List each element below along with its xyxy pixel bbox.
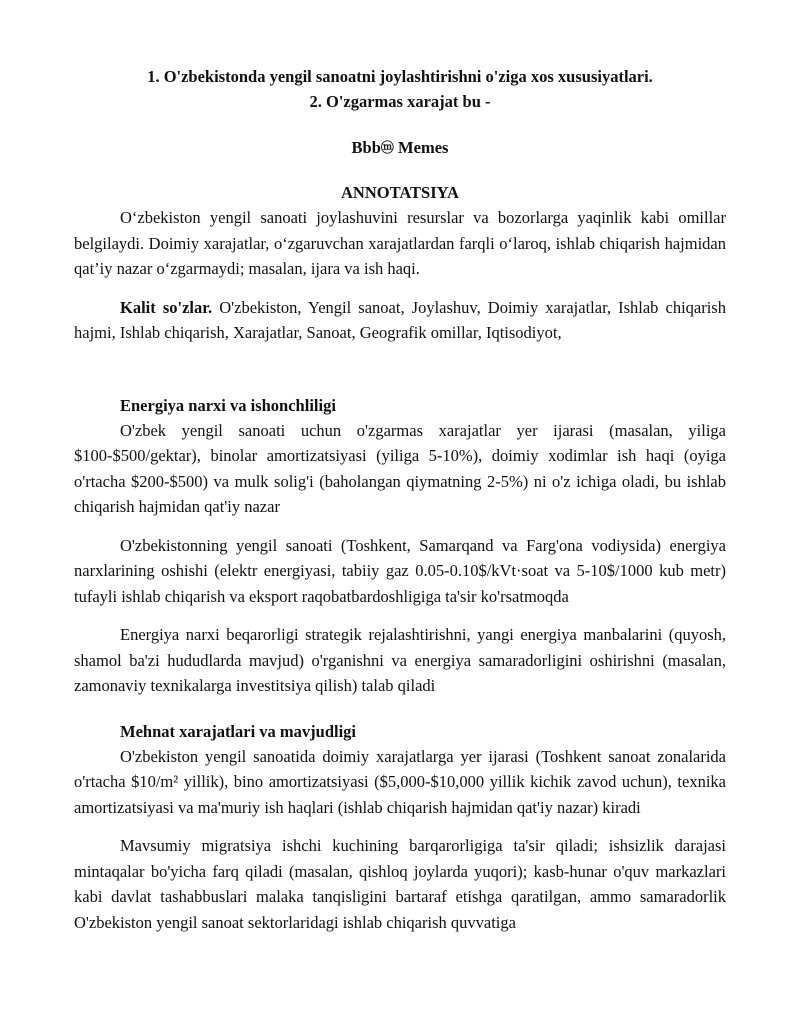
keywords-paragraph xyxy=(74,295,726,346)
brand-prefix: Bbb xyxy=(351,138,381,157)
keywords-label: Kalit so'zlar. xyxy=(120,297,213,317)
section-energy-paragraph-2: O'zbekistonning yengil sanoati (Toshkent, Samarqand va Farg'ona vodiysida) energiya narxlarining oshishi (elektr energiyasi, tabiiy gaz 0.05-0.10$/kVt·soat va 5-10$/1000 kub metr) tufayli ishlab chiqarish va eksport raqobatbardoshligiga ta'sir ko'rsatmoqda xyxy=(74,535,726,606)
document-title-line-1: 1. O'zbekistonda yengil sanoatni joylashtirishni o'ziga xos xususiyatlari. xyxy=(147,67,653,86)
section-heading-labor: Mehnat xarajatlari va mavjudligi xyxy=(120,721,357,741)
section-labor-paragraph-1: O'zbekiston yengil sanoatida doimiy xarajatlarga yer ijarasi (Toshkent sanoat zonalarida o'rtacha $10/m² yillik), bino amortizatsiyasi ($5,000-$10,000 yillik kichik zavod uchun), texnika amortizatsiyasi va ma'muriy ish haqlari (ishlab chiqarish hajmidan qat'iy nazar) kiradi xyxy=(74,746,726,817)
annotation-heading: ANNOTATSIYA xyxy=(341,183,459,202)
document-title-line-2: 2. O'zgarmas xarajat bu - xyxy=(309,92,491,111)
brand-line xyxy=(74,138,726,158)
section-labor-paragraph-2: Mavsumiy migratsiya ishchi kuchining barqarorligiga ta'sir qiladi; ishsizlik darajasi mintaqalar bo'yicha farq qiladi (masalan, qishloq joylarda yuqori); kasb-hunar o'quv markazlari kabi davlat tashabbuslari malaka tanqisligini bartaraf etishga qaratilgan, ammo samaradorlik O'zbekiston yengil sanoat sektorlaridagi ishlab chiqarish quvvatiga xyxy=(74,836,726,932)
section-energy-paragraph-1: O'zbek yengil sanoati uchun o'zgarmas xarajatlar yer ijarasi (masalan, yiliga $100-$500/gektar), binolar amortizatsiyasi (yiliga 5-10%), doimiy xodimlar ish haqi (oyiga o'rtacha $200-$500) va mulk solig'i (baholangan qiymatning 2-5%) ni o'z ichiga oladi, bu ishlab chiqarish hajmidan qat'iy nazar xyxy=(74,420,726,516)
document-page xyxy=(74,64,726,935)
annotation-text: O‘zbekiston yengil sanoati joylashuvini resurslar va bozorlarga yaqinlik kabi omillar belgilaydi. Doimiy xarajatlar, o‘zgaruvchan xarajatlardan farqli o‘laroq, ishlab chiqarish hajmidan qat’iy nazar o‘zgarmaydi; masalan, ijara va ish haqi. xyxy=(74,208,726,278)
m-circle-icon: ⓜ xyxy=(380,140,394,155)
section-energy-paragraph-3: Energiya narxi beqarorligi strategik rejalashtirishni, yangi energiya manbalarini (quyosh, shamol ba'zi hududlarda mavjud) o'rganishni va energiya samaradorligini oshirishni (masalan, zamonaviy texnikalarga investitsiya qilish) talab qiladi xyxy=(74,625,726,695)
brand-suffix: Memes xyxy=(393,138,449,157)
keywords-text: O'zbekiston, Yengil sanoat, Joylashuv, Doimiy xarajatlar, Ishlab chiqarish hajmi, Ishlab chiqarish, Xarajatlar, Sanoat, Geografik omillar, Iqtisodiyot, xyxy=(74,297,726,342)
section-heading-energy: Energiya narxi va ishonchliligi xyxy=(120,395,336,415)
